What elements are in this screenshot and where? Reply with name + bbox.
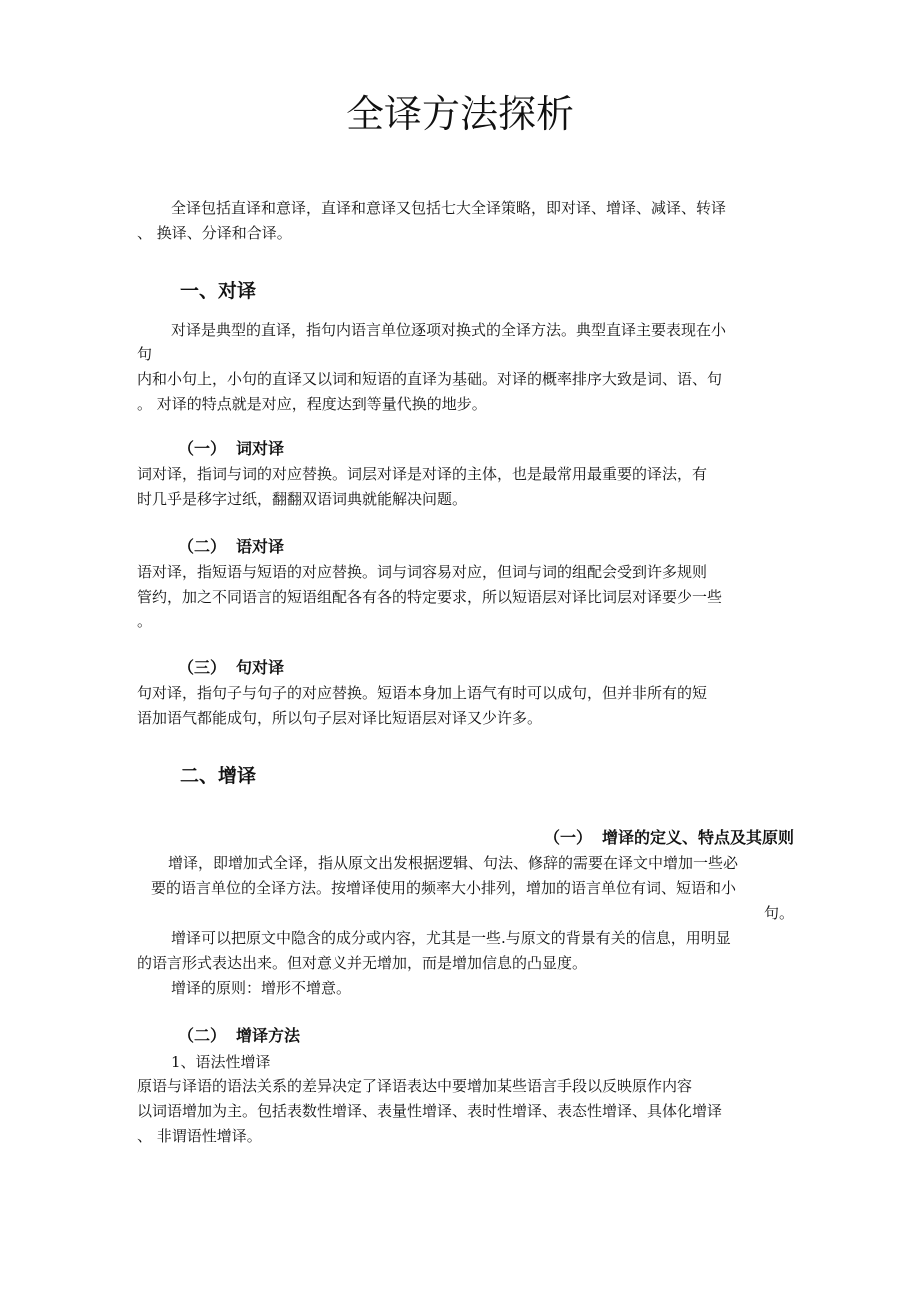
subheading-zengyi-methods: [178, 1024, 300, 1048]
section-heading-zengyi: 二、增译: [180, 765, 257, 787]
intro-line-1: 全译包括直译和意译，直译和意译又包括七大全译策略，即对译、增译、减译、转译: [171, 199, 727, 217]
ju-duiyi-line-2: 语加语气都能成句，所以句子层对译比短语层对译又少许多。: [137, 709, 543, 727]
subheading-number: （二）: [178, 1026, 227, 1045]
method-line-1: 原语与译语的语法关系的差异决定了译语表达中要增加某些语言手段以反映原作内容: [137, 1077, 693, 1095]
subheading-label: 增译的定义、特点及其原则: [601, 828, 794, 847]
method-item-1-title: 1、语法性增译: [171, 1053, 271, 1071]
duiyi-para-line-3: 内和小句上，小句的直译又以词和短语的直译为基础。对译的概率排序大致是词、语、句: [137, 370, 723, 388]
document-title: 全译方法探析: [345, 92, 574, 136]
duiyi-para-line-4: 。 对译的特点就是对应，程度达到等量代换的地步。: [137, 395, 487, 413]
method-line-2: 以词语增加为主。包括表数性增译、表量性增译、表时性增译、表态性增译、具体化增译: [137, 1102, 723, 1120]
zengyi-principle: 增译的原则：增形不增意。: [171, 979, 352, 997]
section-heading-duiyi: 一、对译: [180, 280, 257, 302]
duiyi-para-line-2: 句: [137, 345, 153, 363]
zengyi-def-line-3: 句。: [763, 904, 794, 922]
method-line-3: 、 非谓语性增译。: [137, 1127, 262, 1145]
ju-duiyi-line-1: 句对译，指句子与句子的对应替换。短语本身加上语气有时可以成句，但并非所有的短: [137, 684, 708, 702]
subheading-number: （一）: [178, 439, 227, 458]
yu-duiyi-line-1: 语对译，指短语与短语的对应替换。词与词容易对应，但词与词的组配会受到许多规则: [137, 563, 708, 581]
ci-duiyi-line-2: 时几乎是移字过纸，翻翻双语词典就能解决问题。: [137, 490, 468, 508]
subheading-yu-duiyi: [178, 535, 284, 559]
intro-line-2: 、 换译、分译和合译。: [137, 224, 292, 242]
yu-duiyi-line-3: 。: [137, 612, 153, 630]
zengyi-def-line-2: 要的语言单位的全译方法。按增译使用的频率大小排列，增加的语言单位有词、短语和小: [151, 879, 737, 897]
zengyi-para2-line-1: 增译可以把原文中隐含的成分或内容，尤其是一些.与原文的背景有关的信息，用明显: [171, 929, 731, 947]
ci-duiyi-line-1: 词对译，指词与词的对应替换。词层对译是对译的主体，也是最常用最重要的译法，有: [137, 465, 708, 483]
subheading-ju-duiyi: [178, 656, 284, 680]
zengyi-para2-line-2: 的语言形式表达出来。但对意义并无增加，而是增加信息的凸显度。: [137, 954, 588, 972]
subheading-label: 句对译: [236, 658, 285, 677]
subheading-ci-duiyi: [178, 437, 284, 461]
subheading-number: （三）: [178, 658, 227, 677]
subheading-zengyi-definition: [544, 826, 794, 850]
yu-duiyi-line-2: 管约，加之不同语言的短语组配各有各的特定要求，所以短语层对译比词层对译要少一些: [137, 588, 723, 606]
subheading-number: （二）: [178, 537, 227, 556]
subheading-label: 语对译: [236, 537, 285, 556]
subheading-label: 词对译: [236, 439, 285, 458]
duiyi-para-line-1: 对译是典型的直译，指句内语言单位逐项对换式的全译方法。典型直译主要表现在小: [171, 321, 727, 339]
subheading-label: 增译方法: [236, 1026, 301, 1045]
zengyi-def-line-1: 增译，即增加式全译，指从原文出发根据逻辑、句法、修辞的需要在译文中增加一些必: [168, 854, 739, 872]
subheading-number: （一）: [543, 828, 592, 847]
